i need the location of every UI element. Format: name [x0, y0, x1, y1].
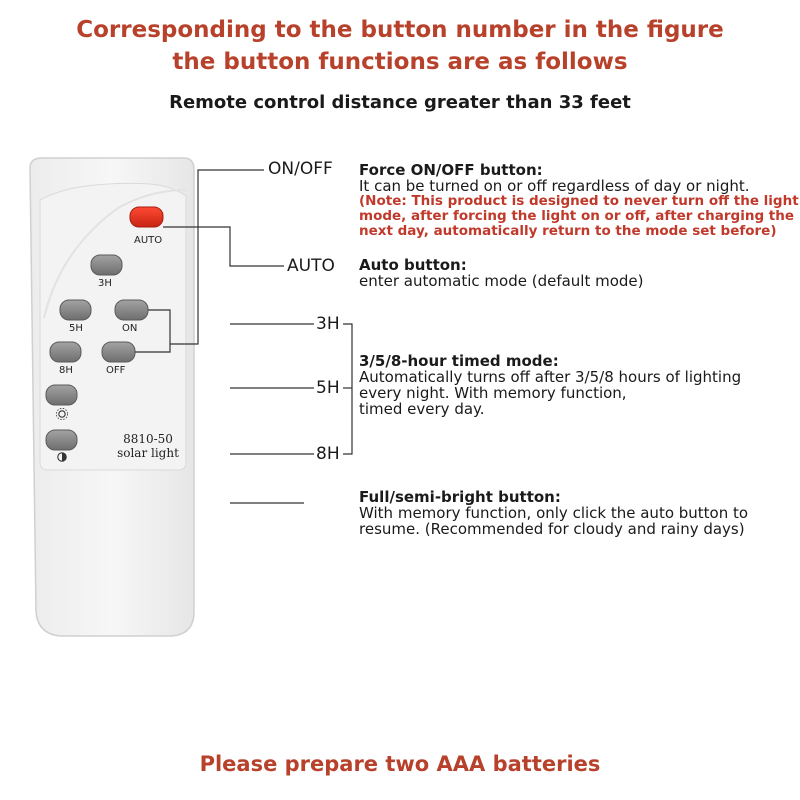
- timed-description: [359, 353, 741, 417]
- timed-line-1: Automatically turns off after 3/5/8 hours of lighting: [359, 368, 742, 386]
- auto-label: AUTO: [287, 256, 335, 276]
- onoff-description: [359, 162, 799, 239]
- model-name: solar light: [117, 446, 179, 460]
- subtitle: Remote control distance greater than 33 feet: [169, 92, 631, 113]
- model-number: 8810-50: [123, 432, 173, 446]
- 3h-button[interactable]: [91, 255, 122, 275]
- bright-line-2: resume. (Recommended for cloudy and rainy days): [359, 520, 745, 538]
- onoff-note-1: (Note: This product is designed to never turn off the light: [359, 193, 799, 209]
- auto-title: Auto button:: [359, 256, 467, 274]
- 3h-button-label: 3H: [98, 278, 112, 289]
- onoff-note-2: mode, after forcing the light on or off, after charging the: [359, 208, 795, 224]
- 8h-button-label: 8H: [59, 365, 73, 376]
- remote-face: [40, 183, 186, 470]
- heading-line-1: Corresponding to the button number in the figure: [76, 17, 724, 43]
- heading-line-2: the button functions are as follows: [172, 49, 628, 75]
- onoff-line-1: It can be turned on or off regardless of day or night.: [359, 177, 750, 195]
- 5h-button-label: 5H: [69, 323, 83, 334]
- onoff-title: Force ON/OFF button:: [359, 161, 543, 179]
- bright-line-1: With memory function, only click the auto button to: [359, 504, 749, 522]
- off-button-label: OFF: [106, 365, 126, 376]
- onoff-note-3: next day, automatically return to the mode set before): [359, 223, 777, 239]
- bright-title: Full/semi-bright button:: [359, 488, 561, 506]
- 8h-label: 8H: [316, 444, 340, 464]
- 5h-label: 5H: [316, 378, 340, 398]
- auto-button[interactable]: [130, 207, 163, 227]
- 8h-button[interactable]: [50, 342, 81, 362]
- brightness-button[interactable]: [46, 385, 77, 405]
- footer-note: Please prepare two AAA batteries: [199, 752, 601, 776]
- 3h-label: 3H: [316, 314, 340, 334]
- 5h-button[interactable]: [60, 300, 91, 320]
- timed-line-3: timed every day.: [359, 400, 485, 418]
- mode-button[interactable]: [46, 430, 77, 450]
- auto-button-label: AUTO: [134, 235, 163, 246]
- off-button[interactable]: [102, 342, 135, 362]
- timed-line-2: every night. With memory function,: [359, 384, 627, 402]
- auto-description: [359, 257, 644, 289]
- timed-title: 3/5/8-hour timed mode:: [359, 352, 559, 370]
- on-button-label: ON: [122, 323, 138, 334]
- bright-description: [359, 489, 748, 537]
- on-button[interactable]: [115, 300, 148, 320]
- auto-line-1: enter automatic mode (default mode): [359, 272, 644, 290]
- onoff-label: ON/OFF: [268, 159, 333, 179]
- model-label: [108, 432, 188, 460]
